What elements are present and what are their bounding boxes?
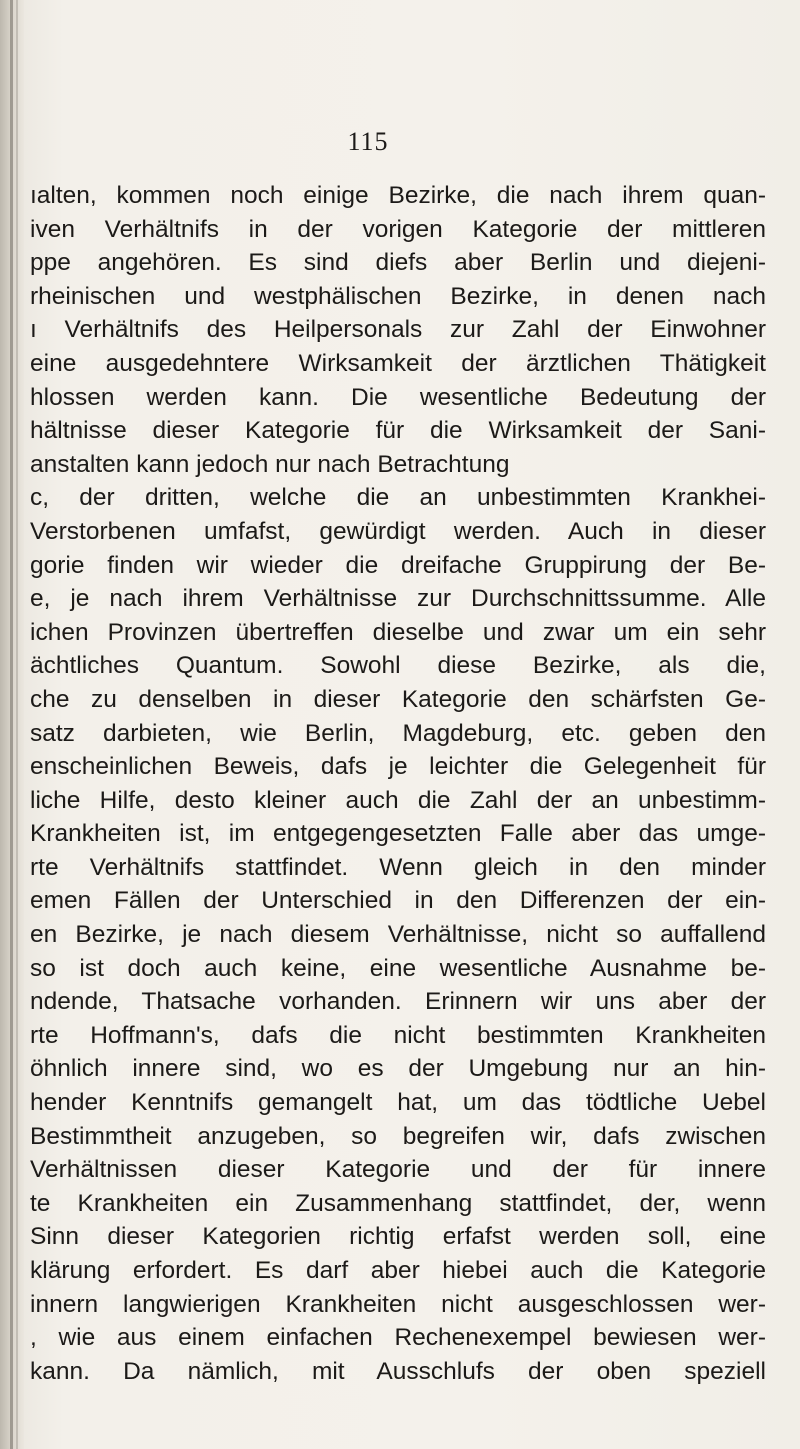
text-line: ıalten, kommen noch einige Bezirke, die nach ihrem quan-	[30, 182, 766, 209]
text-line: ı Verhältnifs des Heilpersonals zur Zahl der Einwohner	[30, 316, 766, 344]
page-number: 115	[347, 127, 389, 156]
text-line: hender Kenntnifs gemangelt hat, um das tödtliche Uebel	[30, 1089, 766, 1117]
text-line: hältnisse dieser Kategorie für die Wirksamkeit der Sani-	[30, 417, 766, 445]
text-line: gorie finden wir wieder die dreifache Gruppirung der Be-	[30, 551, 766, 579]
text-line: Verstorbenen umfafst, gewürdigt werden. Auch in dieser	[30, 517, 766, 545]
text-line: ächtliches Quantum. Sowohl diese Bezirke, als die,	[30, 652, 766, 680]
text-line: eine ausgedehntere Wirksamkeit der ärztlichen Thätigkeit	[30, 349, 766, 377]
text-line: klärung erfordert. Es darf aber hiebei auch die Kategorie	[30, 1257, 766, 1284]
text-line: öhnlich innere sind, wo es der Umgebung nur an hin-	[30, 1055, 766, 1083]
text-line: Krankheiten ist, im entgegengesetzten Falle aber das umge-	[30, 820, 766, 848]
text-line: enscheinlichen Beweis, dafs je leichter die Gelegenheit für	[30, 753, 766, 781]
text-line: iven Verhältnifs in der vorigen Kategorie der mittleren	[30, 215, 766, 243]
text-line: en Bezirke, je nach diesem Verhältnisse, nicht so auffallend	[30, 921, 766, 949]
text-line: te Krankheiten ein Zusammenhang stattfindet, der, wenn	[30, 1189, 766, 1217]
text-line: innern langwierigen Krankheiten nicht ausgeschlossen wer-	[30, 1290, 766, 1318]
text-line: rte Verhältnifs stattfindet. Wenn gleich in den minder	[30, 853, 766, 881]
text-line: ichen Provinzen übertreffen dieselbe und zwar um ein sehr	[30, 618, 766, 646]
binding-gutter	[0, 0, 24, 1449]
text-line: Bestimmtheit anzugeben, so begreifen wir, dafs zwischen	[30, 1122, 766, 1150]
text-line: liche Hilfe, desto kleiner auch die Zahl der an unbestimm-	[30, 786, 766, 814]
text-line: che zu denselben in dieser Kategorie den schärfsten Ge-	[30, 685, 766, 713]
text-line: emen Fällen der Unterschied in den Differenzen der ein-	[30, 887, 766, 915]
body-text	[30, 179, 766, 1388]
text-line: hlossen werden kann. Die wesentliche Bedeutung der	[30, 383, 766, 411]
text-line: rheinischen und westphälischen Bezirke, in denen nach	[30, 282, 766, 310]
gutter-shadow-line	[10, 0, 13, 1449]
text-line: ndende, Thatsache vorhanden. Erinnern wir uns aber der	[30, 988, 766, 1016]
text-line: , wie aus einem einfachen Rechenexempel bewiesen wer-	[30, 1324, 766, 1352]
text-line: so ist doch auch keine, eine wesentliche Ausnahme be-	[30, 954, 766, 982]
text-line: anstalten kann jedoch nur nach Betrachtung	[30, 450, 510, 478]
text-line: ppe angehören. Es sind diefs aber Berlin und diejeni-	[30, 249, 766, 277]
text-line: Sinn dieser Kategorien richtig erfafst werden soll, eine	[30, 1223, 766, 1251]
text-line: e, je nach ihrem Verhältnisse zur Durchschnittssumme. Alle	[30, 585, 766, 613]
text-line: rte Hoffmann's, dafs die nicht bestimmten Krankheiten	[30, 1021, 766, 1049]
text-line: Verhältnissen dieser Kategorie und der für innere	[30, 1156, 766, 1184]
text-line: c, der dritten, welche die an unbestimmten Krankhei-	[30, 484, 766, 512]
text-line: kann. Da nämlich, mit Ausschlufs der oben speziell	[30, 1357, 766, 1385]
text-line: satz darbieten, wie Berlin, Magdeburg, etc. geben den	[30, 719, 766, 747]
gutter-shadow-line-secondary	[16, 0, 18, 1449]
